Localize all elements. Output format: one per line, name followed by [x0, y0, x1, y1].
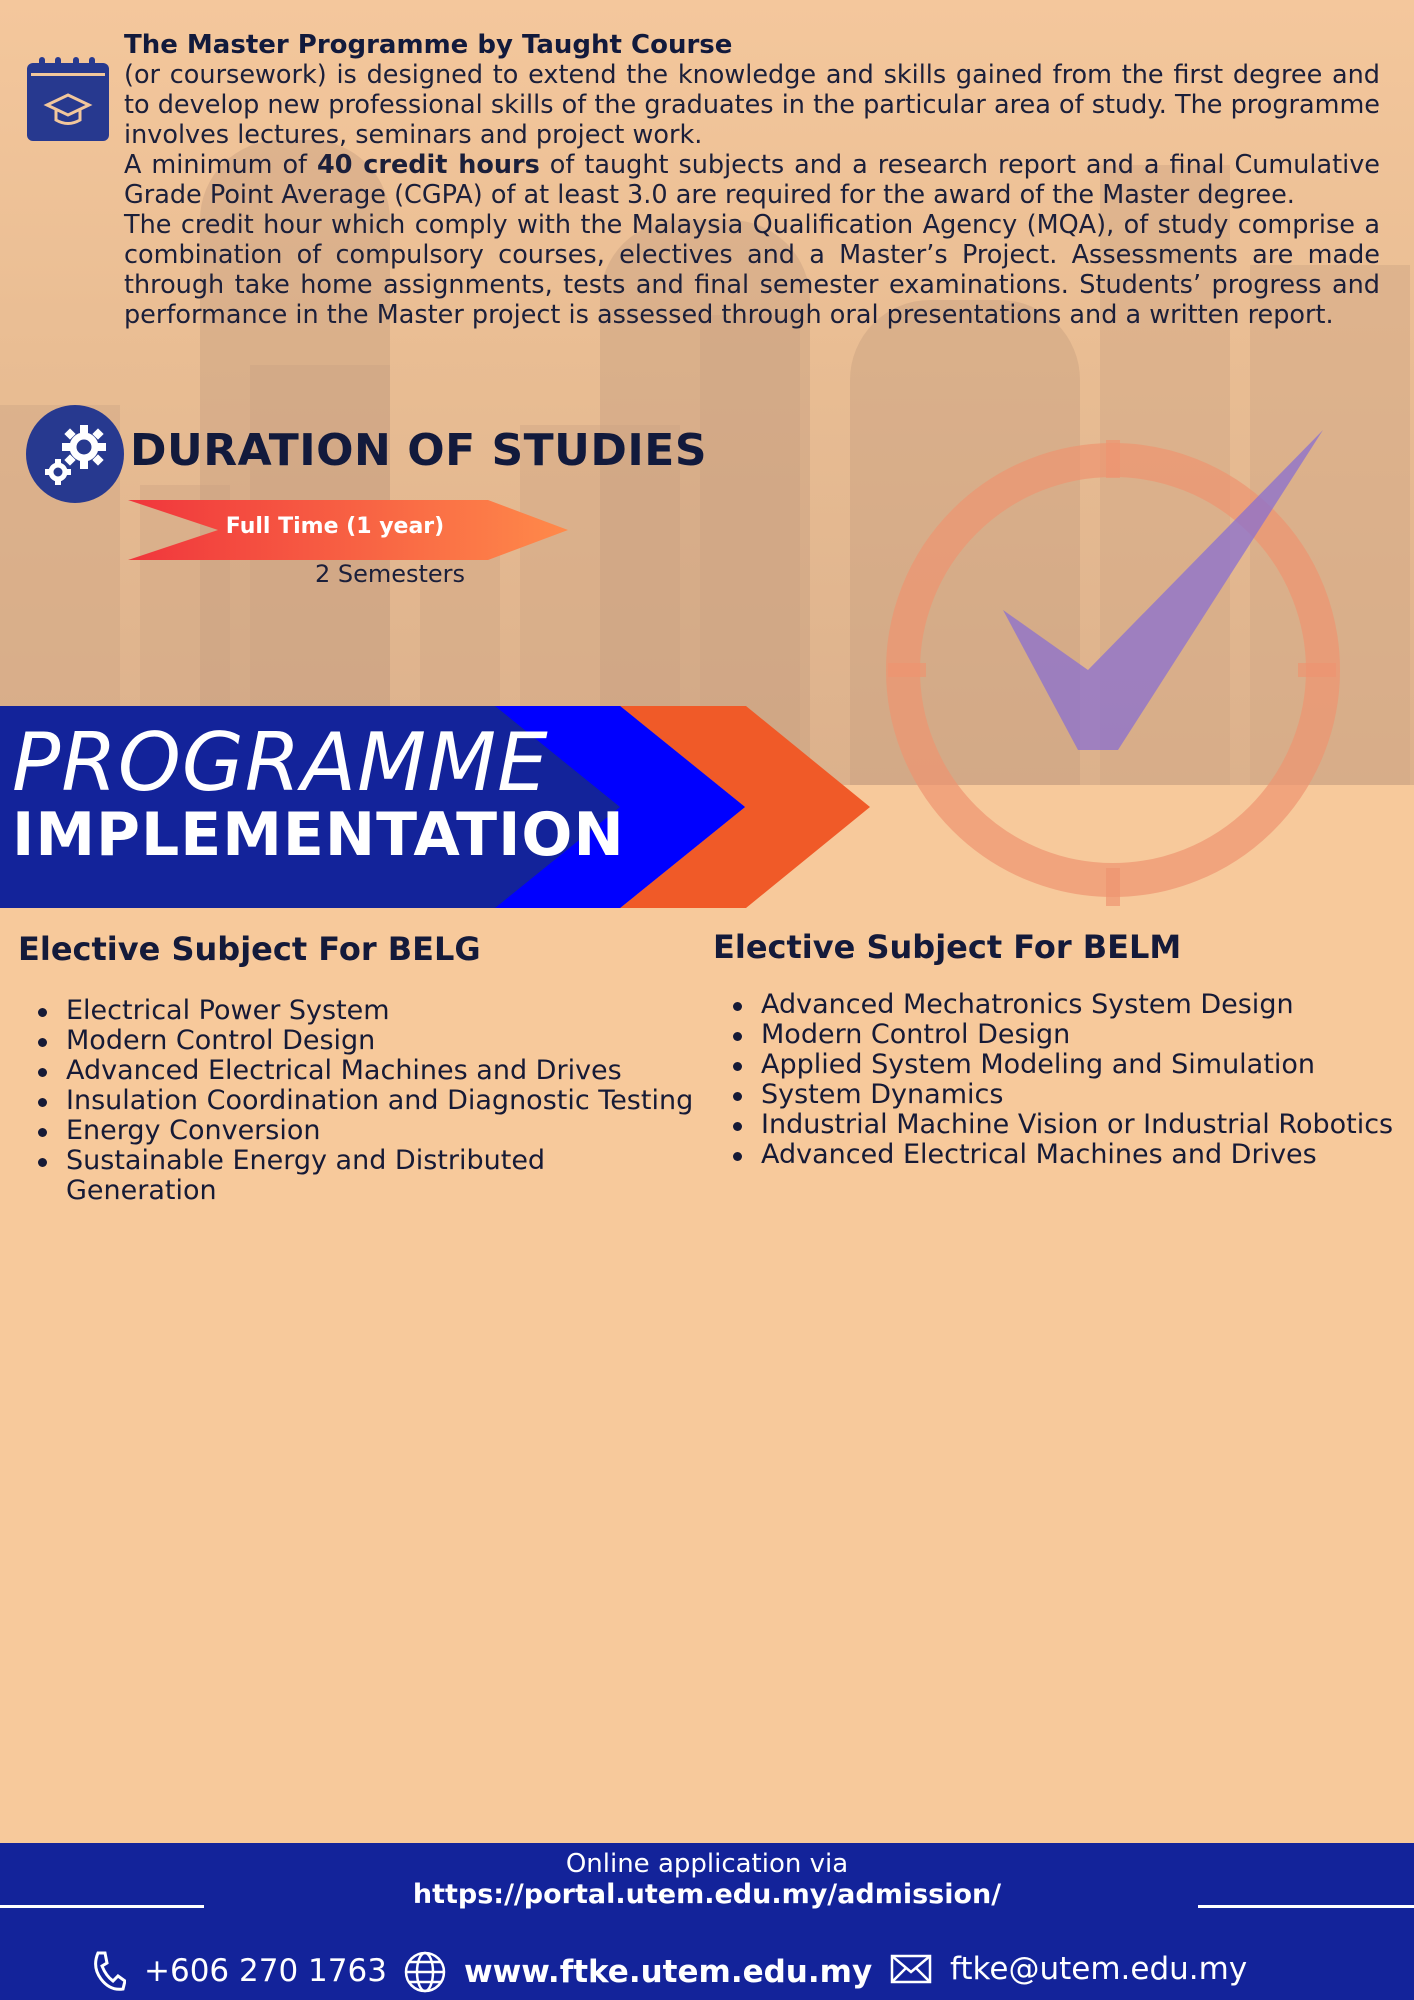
elective-belm-heading: Elective Subject For BELM: [713, 928, 1182, 966]
divider-right: [1198, 1905, 1414, 1908]
website-link: www.ftke.utem.edu.my: [464, 1954, 873, 1990]
elective-belm-list: [713, 990, 1403, 1170]
study-mode-label: Full Time (1 year): [225, 514, 445, 539]
gears-icon: [26, 405, 124, 503]
phone-number: +606 270 1763: [144, 1953, 387, 1989]
clock-checkmark-icon: [868, 420, 1358, 910]
elective-belm-section: [713, 928, 1403, 1170]
email-contact[interactable]: [890, 1951, 1247, 1987]
intro-paragraph-3: The credit hour which comply with the Malaysia Qualification Agency (MQA), of study comprise a combination of compulsory courses, electives and a Master’s Project. Assessments are made through take home assignments, tests and final semester examinations. Students’ progress and performance in the Master project is assessed through oral presentations and a written report.: [124, 210, 1380, 330]
footer: [0, 1843, 1414, 2000]
list-item: System Dynamics: [713, 1080, 1403, 1110]
globe-icon: [404, 1951, 446, 1993]
duration-title: DURATION OF STUDIES: [130, 425, 708, 476]
elective-belg-section: [18, 930, 698, 1206]
application-via-label: Online application via: [565, 1849, 849, 1879]
list-item: Energy Conversion: [18, 1116, 698, 1146]
credit-hours-highlight: 40 credit hours: [317, 150, 540, 180]
semesters-label: 2 Semesters: [314, 560, 466, 588]
list-item: Sustainable Energy and Distributed Generation: [18, 1146, 698, 1206]
elective-belg-list: [18, 996, 698, 1206]
intro-paragraph-1: (or coursework) is designed to extend the knowledge and skills gained from the first degree and to develop new professional skills of the graduates in the particular area of study. The programme involves lectures, seminars and project work.: [124, 60, 1380, 150]
list-item: Advanced Mechatronics System Design: [713, 990, 1403, 1020]
list-item: Insulation Coordination and Diagnostic Testing: [18, 1086, 698, 1116]
list-item: Industrial Machine Vision or Industrial Robotics: [713, 1110, 1403, 1140]
list-item: Modern Control Design: [18, 1026, 698, 1056]
banner-title-line2: IMPLEMENTATION: [12, 800, 625, 870]
banner-title-line1: PROGRAMME: [12, 716, 549, 809]
intro-title: The Master Programme by Taught Course: [124, 30, 733, 60]
list-item: Electrical Power System: [18, 996, 698, 1026]
elective-belg-heading: Elective Subject For BELG: [18, 930, 481, 968]
list-item: Modern Control Design: [713, 1020, 1403, 1050]
list-item: Advanced Electrical Machines and Drives: [713, 1140, 1403, 1170]
phone-icon: [92, 1951, 126, 1991]
website-contact[interactable]: [404, 1951, 872, 1993]
phone-contact[interactable]: [92, 1951, 387, 1991]
intro-text: [124, 30, 1380, 330]
mail-icon: [890, 1954, 932, 1984]
list-item: Advanced Electrical Machines and Drives: [18, 1056, 698, 1086]
intro-paragraph-2: A minimum of 40 credit hours of taught subjects and a research report and a final Cumulative Grade Point Average (CGPA) of at least 3.0 are required for the award of the Master degree.: [124, 150, 1380, 210]
list-item: Applied System Modeling and Simulation: [713, 1050, 1403, 1080]
admission-link[interactable]: https://portal.utem.edu.my/admission/: [412, 1879, 1002, 1910]
divider-left: [0, 1905, 204, 1908]
calendar-graduation-icon: [27, 57, 109, 141]
email-address: ftke@utem.edu.my: [950, 1951, 1248, 1987]
